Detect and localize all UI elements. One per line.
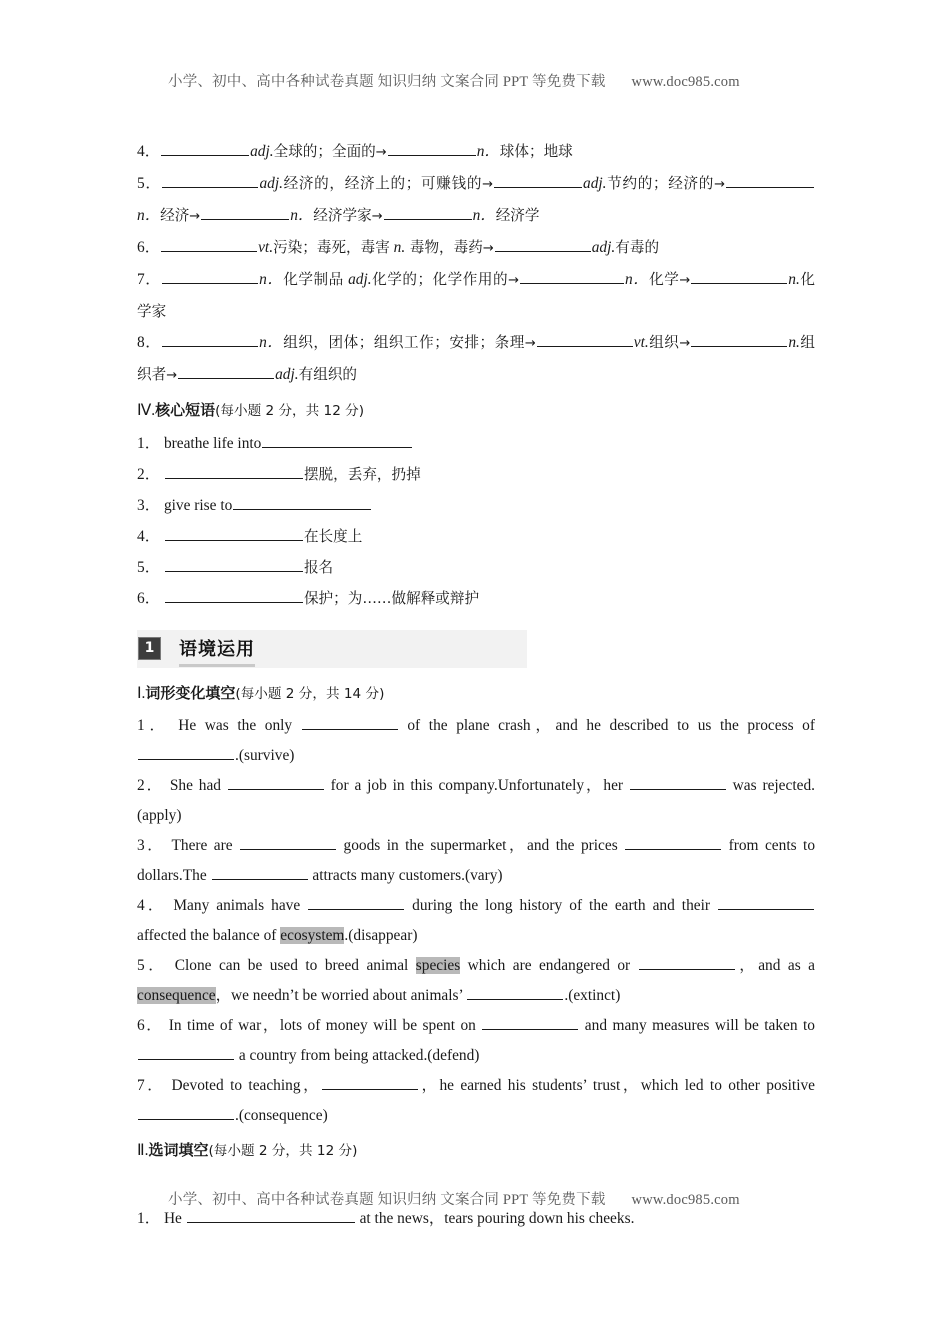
answer-blank[interactable]	[161, 237, 257, 252]
answer-blank[interactable]	[165, 557, 303, 572]
chinese-definition: 球体；地球	[499, 143, 573, 160]
exercise-text: and many measures will be taken to	[579, 1017, 816, 1034]
exercise-text: of the plane crash，and he described to us the process of	[398, 717, 816, 734]
exercise-text: was rejected.(apply)	[137, 777, 815, 824]
exercise-text: He	[163, 1210, 186, 1227]
watermark-url: www.doc985.com	[631, 1192, 740, 1208]
arrow-icon: →	[508, 273, 520, 288]
exercise-text: which are endangered or	[460, 957, 638, 974]
answer-blank[interactable]	[308, 895, 404, 910]
phrase-item	[137, 583, 815, 614]
chinese-definition: 有组织的	[298, 366, 358, 383]
answer-blank[interactable]	[726, 173, 814, 188]
exercise-text: ，we needn’t be worried about animals’	[215, 987, 467, 1004]
chinese-definition: 保护；为……做解释或辩护	[303, 590, 480, 607]
section-heading-phrases	[137, 395, 815, 426]
exercise-text: from cents to dollars.The	[137, 837, 816, 884]
phrase-text: breathe life into	[163, 435, 262, 452]
part-of-speech-label: n.	[788, 271, 800, 288]
answer-blank[interactable]	[138, 1105, 234, 1120]
part-of-speech-label: n．	[290, 207, 314, 224]
arrow-icon: →	[482, 177, 494, 192]
answer-blank[interactable]	[138, 745, 234, 760]
exercise-text: .(disappear)	[344, 927, 418, 944]
chinese-definition: 化学制品	[283, 271, 344, 288]
exercise-text: goods in the supermarket，and the prices	[337, 837, 625, 854]
answer-blank[interactable]	[494, 173, 582, 188]
section-roman-numeral: Ⅳ.	[137, 402, 156, 419]
vocabulary-item	[137, 232, 815, 264]
vocabulary-item	[137, 136, 815, 168]
exercise-item	[137, 771, 815, 831]
answer-blank[interactable]	[495, 237, 591, 252]
exercise-text: ，and as a	[735, 957, 815, 974]
word-form-exercise-list	[137, 711, 815, 1131]
answer-blank[interactable]	[384, 205, 472, 220]
exercise-item-number: 2．	[137, 777, 170, 794]
phrase-item-number: 4．	[137, 528, 164, 545]
arrow-icon: →	[714, 177, 725, 192]
answer-blank[interactable]	[482, 1015, 578, 1030]
answer-blank[interactable]	[165, 464, 303, 479]
phrase-item	[137, 428, 815, 459]
watermark-url: www.doc985.com	[631, 74, 740, 90]
phrase-item	[137, 459, 815, 490]
exercise-text: In time of war，lots of money will be spent on	[168, 1017, 482, 1034]
exercise-text: She had	[169, 777, 227, 794]
section-score-meta: (每小题 2 分，共 14 分)	[235, 686, 385, 702]
chinese-definition: 组织，团体；组织工作；安排；条理	[283, 334, 525, 351]
exercise-text: Many animals have	[173, 897, 308, 914]
part-of-speech-label: n．	[625, 271, 650, 288]
watermark-footer	[168, 1188, 808, 1209]
answer-blank[interactable]	[691, 269, 787, 284]
section-heading-word-choice	[137, 1135, 815, 1166]
arrow-icon: →	[166, 368, 178, 383]
watermark-header	[168, 70, 808, 91]
exercise-item-number: 5．	[137, 957, 175, 974]
phrase-list	[137, 428, 815, 614]
chinese-definition: 毒物，毒药	[405, 239, 483, 256]
answer-blank[interactable]	[162, 332, 258, 347]
exercise-text: during the long history of the earth and their	[405, 897, 718, 914]
phrase-item	[137, 521, 815, 552]
chinese-definition: 有毒的	[615, 239, 660, 256]
part-of-speech-label: adj.	[343, 271, 372, 288]
chinese-definition: 经济学	[495, 207, 540, 224]
exercise-text: .(survive)	[235, 747, 295, 764]
section-heading-word-form	[137, 678, 815, 709]
exercise-item	[137, 831, 815, 891]
section-roman-numeral: Ⅰ.	[137, 685, 146, 702]
part-of-speech-label: vt.	[258, 239, 274, 256]
part-of-speech-label: adj.	[591, 239, 616, 256]
highlighted-word: ecosystem	[280, 927, 345, 944]
answer-blank[interactable]	[302, 715, 398, 730]
part-of-speech-label: adj.	[583, 175, 607, 192]
answer-blank[interactable]	[262, 433, 412, 448]
answer-blank[interactable]	[625, 835, 721, 850]
part-of-speech-label: adj.	[259, 175, 283, 192]
answer-blank[interactable]	[388, 141, 476, 156]
part-of-speech-label: adj.	[250, 143, 274, 160]
answer-blank[interactable]	[630, 775, 726, 790]
section-roman-numeral: Ⅱ.	[137, 1142, 149, 1159]
answer-blank[interactable]	[322, 1075, 418, 1090]
watermark-text: 小学、初中、高中各种试卷真题 知识归纳 文案合同 PPT 等免费下载	[168, 74, 606, 90]
answer-blank[interactable]	[520, 269, 624, 284]
exercise-text: at the news，tears pouring down his cheeks.	[355, 1210, 635, 1227]
arrow-icon: →	[189, 209, 201, 224]
section-title: 核心短语	[155, 401, 216, 419]
exercise-item	[137, 1011, 815, 1071]
chinese-definition: 经济	[160, 207, 190, 224]
exercise-text: Devoted to teaching，	[171, 1077, 322, 1094]
part-of-speech-label: n．	[476, 143, 500, 160]
part-of-speech-label: n．	[472, 207, 496, 224]
vocabulary-item-number: 4．	[137, 143, 161, 160]
exercise-item-number: 4．	[137, 897, 174, 914]
answer-blank[interactable]	[639, 955, 735, 970]
chinese-definition: 摆脱，丢弃，扔掉	[303, 466, 421, 483]
exercise-text: attracts many customers.(vary)	[308, 867, 503, 884]
section-band-context-usage	[137, 630, 815, 668]
answer-blank[interactable]	[691, 332, 787, 347]
vocabulary-item-number: 8．	[137, 334, 162, 351]
watermark-text: 小学、初中、高中各种试卷真题 知识归纳 文案合同 PPT 等免费下载	[168, 1192, 606, 1208]
highlighted-word: consequence	[137, 987, 216, 1004]
highlighted-word: species	[415, 957, 461, 974]
answer-blank[interactable]	[228, 775, 324, 790]
exercise-text: There are	[171, 837, 240, 854]
phrase-item-number: 6．	[137, 590, 164, 607]
exercise-item-number: 1．	[137, 1210, 164, 1227]
phrase-text: give rise to	[163, 497, 233, 514]
chinese-definition: 经济学家	[313, 207, 372, 224]
answer-blank[interactable]	[178, 364, 274, 379]
answer-blank[interactable]	[537, 332, 633, 347]
part-of-speech-label: vt.	[633, 334, 649, 351]
part-of-speech-label: n．	[259, 334, 284, 351]
exercise-text: ，he earned his students’ trust，which led to other positive	[419, 1077, 816, 1094]
exercise-text: for a job in this company.Unfortunately，her	[324, 777, 629, 794]
chinese-definition: 报名	[303, 559, 334, 576]
exercise-text: .(extinct)	[564, 987, 621, 1004]
phrase-item	[137, 552, 815, 583]
answer-blank[interactable]	[467, 985, 563, 1000]
answer-blank[interactable]	[138, 1045, 234, 1060]
band-title: 语境运用	[179, 635, 255, 667]
chinese-definition: 经济的，经济上的；可赚钱的	[282, 175, 483, 192]
arrow-icon: →	[679, 336, 691, 351]
phrase-item-number: 5．	[137, 559, 164, 576]
vocabulary-item-number: 7．	[137, 271, 162, 288]
answer-blank[interactable]	[162, 269, 258, 284]
exercise-text: He was the only	[178, 717, 301, 734]
answer-blank[interactable]	[165, 526, 303, 541]
answer-blank[interactable]	[187, 1208, 355, 1223]
document-content	[137, 136, 815, 1234]
part-of-speech-label: adj.	[275, 366, 299, 383]
vocabulary-item	[137, 168, 815, 232]
answer-blank[interactable]	[161, 141, 249, 156]
exercise-text: Clone can be used to breed animal	[174, 957, 416, 974]
phrase-item-number: 3．	[137, 497, 164, 514]
answer-blank[interactable]	[165, 588, 303, 603]
vocabulary-item-number: 5．	[137, 175, 162, 192]
arrow-icon: →	[524, 336, 536, 351]
exercise-item-number: 1．	[137, 717, 179, 734]
arrow-icon: →	[371, 209, 383, 224]
vocabulary-item	[137, 264, 815, 327]
answer-blank[interactable]	[240, 835, 336, 850]
exercise-item	[137, 711, 815, 771]
answer-blank[interactable]	[201, 205, 289, 220]
chinese-definition: 化学家	[137, 271, 815, 320]
arrow-icon: →	[375, 145, 387, 160]
phrase-item	[137, 490, 815, 521]
exercise-item-number: 3．	[137, 837, 172, 854]
section-title: 词形变化填空	[145, 684, 236, 702]
chinese-definition: 在长度上	[303, 528, 363, 545]
answer-blank[interactable]	[162, 173, 258, 188]
section-score-meta: (每小题 2 分，共 12 分)	[208, 1143, 358, 1159]
exercise-item	[137, 1071, 815, 1131]
part-of-speech-label: n.	[389, 239, 406, 256]
answer-blank[interactable]	[212, 865, 308, 880]
answer-blank[interactable]	[718, 895, 814, 910]
chinese-definition: 组织	[648, 334, 680, 351]
chinese-definition: 全球的；全面的	[273, 143, 376, 160]
exercise-text: affected the balance of	[137, 927, 281, 944]
phrase-item-number: 2．	[137, 466, 164, 483]
exercise-item	[137, 891, 815, 951]
exercise-text: a country from being attacked.(defend)	[235, 1047, 480, 1064]
vocabulary-list	[137, 136, 815, 391]
arrow-icon: →	[679, 273, 691, 288]
band-number-badge	[138, 637, 161, 660]
part-of-speech-label: n．	[137, 207, 161, 224]
vocabulary-item	[137, 327, 815, 391]
exercise-item	[137, 951, 815, 1011]
section-score-meta: (每小题 2 分，共 12 分)	[215, 403, 365, 419]
chinese-definition: 组织者	[137, 334, 815, 383]
exercise-item-number: 7．	[137, 1077, 172, 1094]
chinese-definition: 节约的；经济的	[606, 175, 715, 192]
phrase-item-number: 1．	[137, 435, 164, 452]
band-badge-glyph: 1	[144, 640, 155, 656]
arrow-icon: →	[482, 241, 494, 256]
vocabulary-item-number: 6．	[137, 239, 161, 256]
exercise-item-number: 6．	[137, 1017, 169, 1034]
part-of-speech-label: n.	[788, 334, 800, 351]
exercise-text: .(consequence)	[235, 1107, 328, 1124]
answer-blank[interactable]	[233, 495, 371, 510]
part-of-speech-label: n．	[259, 271, 284, 288]
section-title: 选词填空	[148, 1141, 209, 1159]
chinese-definition: 化学	[649, 271, 680, 288]
chinese-definition: 污染；毒死，毒害	[273, 239, 390, 256]
chinese-definition: 化学的；化学作用的	[371, 271, 509, 288]
